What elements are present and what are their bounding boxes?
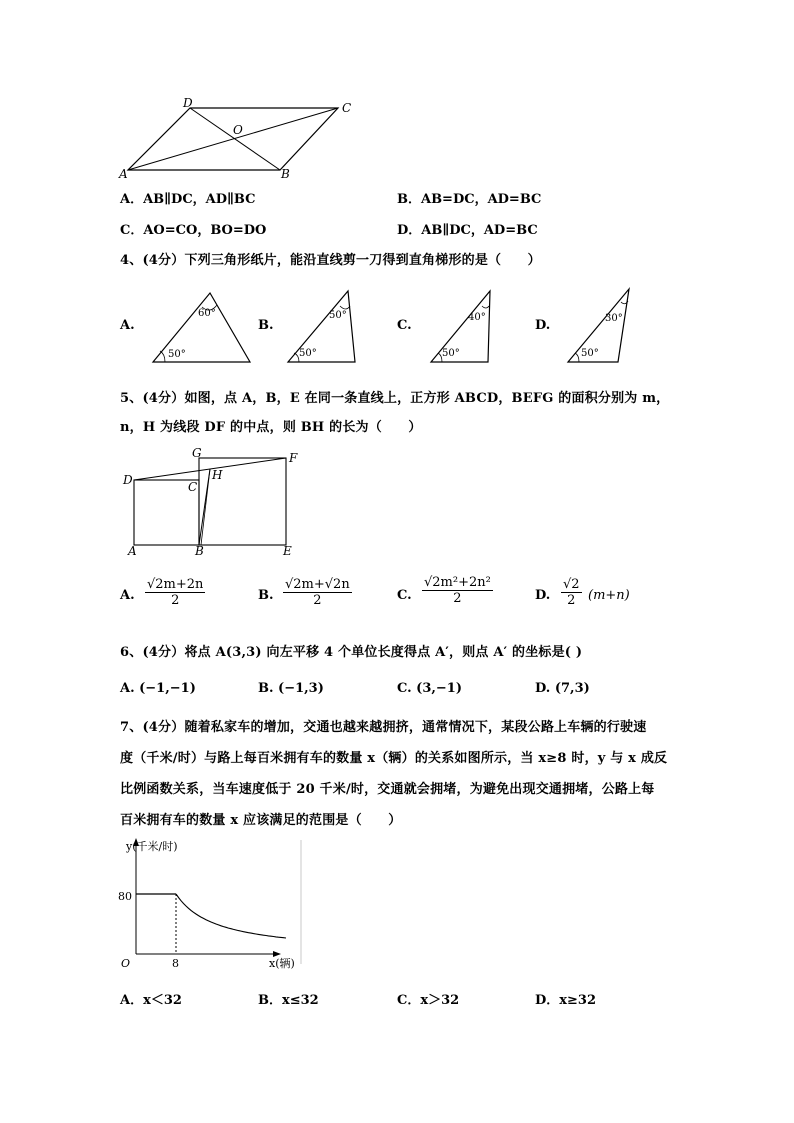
q7-option-a[interactable]: A．x＜32	[120, 993, 182, 1008]
q6-option-c[interactable]: C. (3,−1)	[397, 681, 462, 696]
label-b: B	[195, 544, 204, 558]
label-g: G	[192, 447, 202, 460]
label-o: O	[233, 123, 243, 137]
q5-c-denominator: 2	[453, 591, 462, 606]
label-d: D	[183, 96, 193, 110]
q4-stem: 4、(4分）下列三角形纸片，能沿直线剪一刀得到直角梯形的是（ ）	[120, 253, 541, 268]
q6-option-b[interactable]: B. (−1,3)	[258, 681, 324, 696]
q6-option-d[interactable]: D. (7,3)	[535, 681, 590, 696]
y-axis-label: y(千米/时)	[126, 840, 178, 853]
label-c: C	[342, 101, 352, 115]
q4-c-angle-top: 40°	[468, 312, 486, 323]
q5-b-denominator: 2	[313, 593, 322, 608]
q5-option-c-fraction[interactable]	[422, 575, 493, 606]
origin-label: O	[121, 957, 131, 970]
squares-figure	[118, 447, 308, 559]
q4-option-d-letter[interactable]: D.	[535, 318, 551, 333]
q7-speed-graph	[115, 836, 315, 976]
q4-option-b-letter[interactable]: B.	[258, 318, 274, 333]
segment-bh-2	[201, 469, 210, 545]
q7-option-b[interactable]: B．x≤32	[258, 993, 319, 1008]
q5-option-b-fraction[interactable]	[283, 577, 352, 608]
label-f: F	[289, 451, 298, 465]
label-b: B	[281, 167, 290, 181]
q4-triangle-b[interactable]	[285, 288, 365, 366]
q7-option-c[interactable]: C．x＞32	[397, 993, 460, 1008]
q7-stem-line4: 百米拥有车的数量 x 应该满足的范围是（ ）	[120, 813, 402, 828]
q5-c-numerator: √2m²+2n²	[424, 575, 491, 590]
q7-option-d[interactable]: D．x≥32	[535, 993, 597, 1008]
q4-b-angle-bottom: 50°	[299, 348, 317, 359]
q6-stem: 6、(4分）将点 A(3,3) 向左平移 4 个单位长度得点 A′，则点 A′ 的坐标是( )	[120, 645, 583, 660]
q7-stem-line1: 7、(4分）随着私家车的增加，交通也越来越拥挤，通常情况下，某段公路上车辆的行驶速	[120, 720, 647, 735]
label-a: A	[128, 544, 137, 558]
q4-option-a-letter[interactable]: A.	[120, 318, 135, 333]
q4-a-angle-bottom: 50°	[168, 349, 186, 360]
x-axis-label: x(辆)	[269, 957, 295, 970]
q5-option-a-letter[interactable]: A.	[120, 588, 135, 603]
q5-option-a-fraction[interactable]	[145, 577, 205, 608]
q4-option-c-letter[interactable]: C.	[397, 318, 412, 333]
q4-triangle-d[interactable]	[565, 286, 633, 366]
q3-option-c[interactable]: C．AO=CO，BO=DO	[120, 223, 267, 238]
q5-option-d-fraction[interactable]	[561, 577, 582, 608]
q4-d-angle-top: 30°	[605, 313, 623, 324]
q5-option-c-letter[interactable]: C.	[397, 588, 412, 603]
y-tick-80: 80	[118, 890, 132, 903]
q7-stem-line2: 度（千米/时）与路上每百米拥有车的数量 x（辆）的关系如图所示，当 x≥8 时，y 与 x 成反	[120, 751, 668, 766]
label-c: C	[188, 480, 198, 494]
q5-b-numerator: √2m+√2n	[285, 577, 350, 592]
q4-a-angle-top: 60°	[198, 308, 216, 319]
label-a: A	[119, 167, 128, 181]
q4-triangle-c[interactable]	[428, 288, 496, 366]
q4-c-angle-bottom: 50°	[442, 348, 460, 359]
inverse-curve	[176, 894, 286, 938]
q5-a-numerator: √2m+2n	[147, 577, 204, 592]
q5-d-denominator: 2	[567, 593, 576, 608]
q5-d-numerator: √2	[563, 577, 580, 592]
q5-a-denominator: 2	[171, 593, 180, 608]
q4-d-angle-bottom: 50°	[581, 348, 599, 359]
q3-option-b[interactable]: B．AB=DC，AD=BC	[397, 192, 542, 207]
label-e: E	[283, 544, 292, 558]
q5-option-d-letter[interactable]: D.	[535, 588, 551, 603]
q5-stem-line2: n，H 为线段 DF 的中点，则 BH 的长为（ ）	[120, 420, 422, 435]
q5-option-b-letter[interactable]: B.	[258, 588, 274, 603]
q3-option-d[interactable]: D．AB∥DC，AD=BC	[397, 223, 538, 238]
parallelogram-figure	[115, 92, 365, 182]
diagonal-bd	[190, 108, 280, 170]
q3-option-a[interactable]: A．AB∥DC，AD∥BC	[120, 192, 256, 207]
q6-option-a[interactable]: A. (−1,−1)	[120, 681, 196, 696]
q5-d-tail: (m+n)	[588, 588, 630, 603]
q5-stem-line1: 5、(4分）如图，点 A，B，E 在同一条直线上，正方形 ABCD，BEFG 的面积分别为 m，	[120, 391, 670, 406]
q4-triangle-a[interactable]	[150, 290, 255, 365]
label-h: H	[212, 468, 223, 482]
q4-b-angle-top: 50°	[329, 310, 347, 321]
q7-stem-line3: 比例函数关系，当车速度低于 20 千米/时，交通就会拥堵，为避免出现交通拥堵，公路上每	[120, 782, 655, 797]
label-d: D	[123, 473, 133, 487]
x-tick-8: 8	[172, 957, 179, 970]
